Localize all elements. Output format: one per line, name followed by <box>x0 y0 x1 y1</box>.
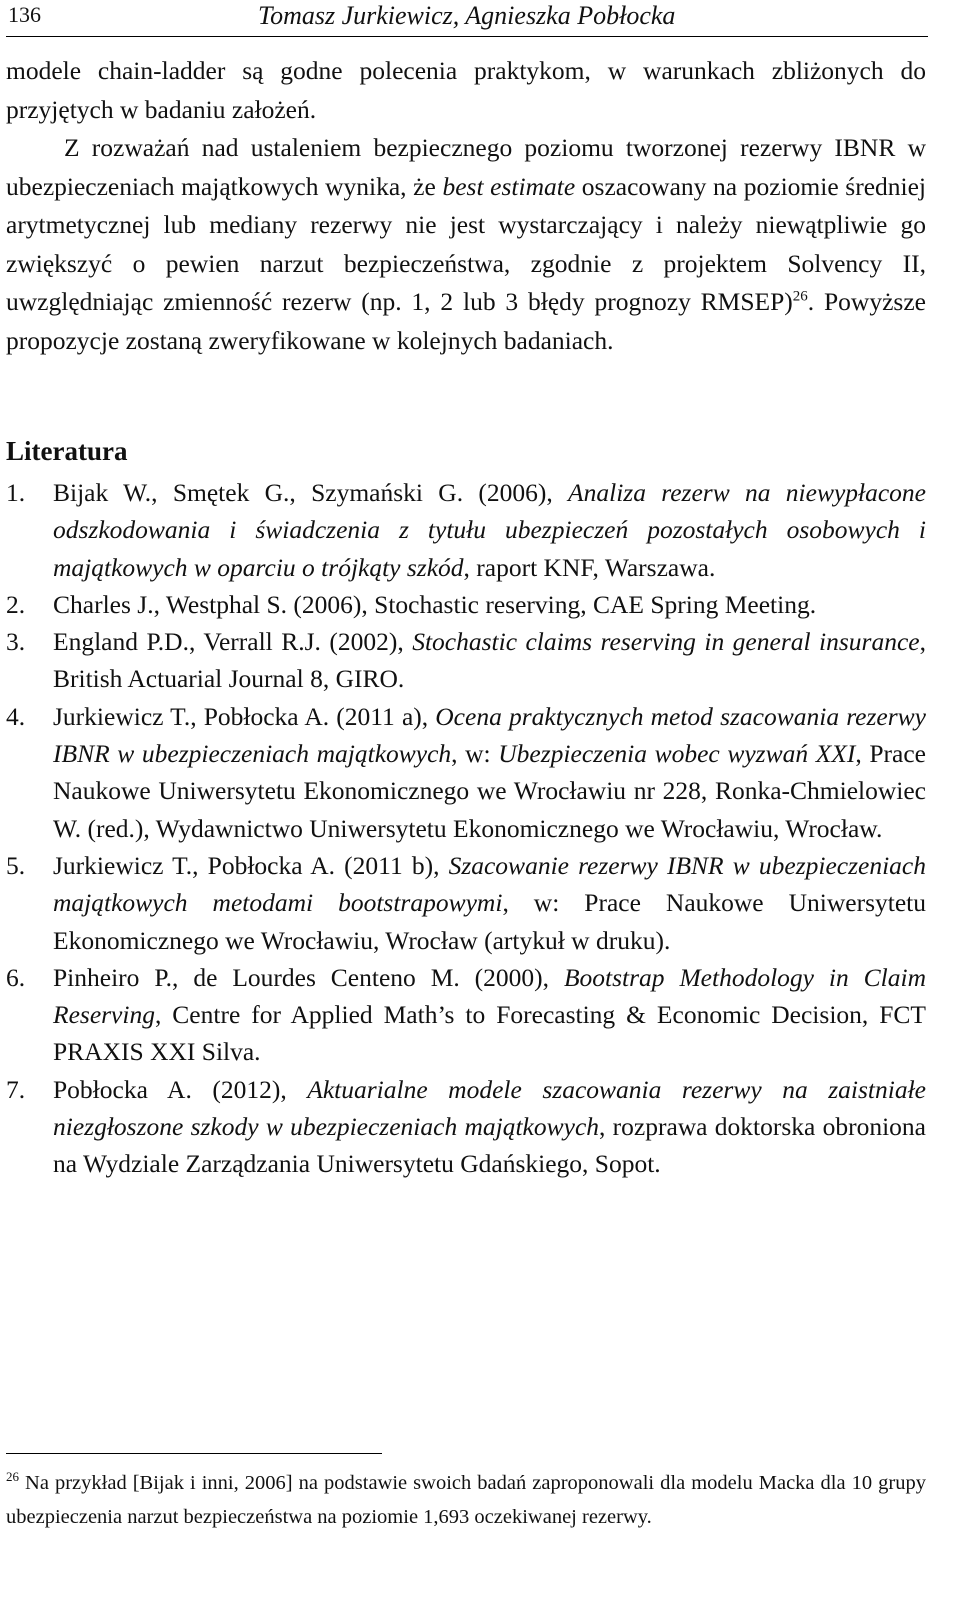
footnote-text: Na przykład [Bijak i inni, 2006] na podstawie swoich badań zaproponowali dla modelu Macka dla 10 grupy ubezpieczenia narzut bezpieczeństwa na poziomie 1,693 oczekiwanej rezerwy. <box>6 1472 926 1528</box>
paragraph <box>6 129 926 360</box>
page-number: 136 <box>8 2 41 27</box>
reference-text: , w: Prace Naukowe Uniwersytetu Ekonomicznego we Wrocławiu, Wrocław (artykuł w druku). <box>53 888 926 955</box>
footnote <box>6 1467 926 1534</box>
reference-text: , rozprawa doktorska obroniona na Wydziale Zarządzania Uniwersytetu Gdańskiego, Sopot. <box>53 1112 926 1179</box>
reference-item <box>6 698 926 847</box>
reference-item <box>6 1071 926 1183</box>
reference-number: 4. <box>6 701 26 731</box>
reference-number: 1. <box>6 478 26 507</box>
reference-title: Szacowanie rezerwy IBNR w ubezpieczeniach majątkowych metodami bootstrapowymi <box>53 850 926 918</box>
running-title: Tomasz Jurkiewicz, Agnieszka Pobłocka <box>258 1 676 30</box>
reference-text: , Prace Naukowe Uniwersytetu Ekonomicznego we Wrocławiu nr 228, Ronka-Chmielowiec W. (red.), Wydawnictwo Uniwersytetu Ekonomicznego we Wrocławiu, Wrocław. <box>53 739 926 843</box>
reference-title: Stochastic claims reserving in general insurance <box>412 627 920 657</box>
section-heading: Literatura <box>6 436 128 466</box>
text-run: . Powyższe propozycje zostaną zweryfikowane w kolejnych badaniach. <box>6 287 926 355</box>
reference-text: , Centre for Applied Math’s to Forecasting & Economic Decision, FCT PRAXIS XXI Silva. <box>53 1000 926 1067</box>
reference-item <box>6 847 926 959</box>
footnote-separator <box>6 1453 382 1454</box>
reference-item <box>6 623 926 698</box>
reference-item <box>6 474 926 586</box>
reference-item <box>6 586 926 623</box>
reference-text: , w: <box>451 739 499 769</box>
reference-number: 6. <box>6 962 26 992</box>
reference-item <box>6 959 926 1071</box>
reference-text: Pobłocka A. (2012), <box>53 1074 308 1104</box>
page-header <box>6 0 928 37</box>
reference-text: Jurkiewicz T., Pobłocka A. (2011 a), <box>53 701 436 731</box>
reference-text: , raport KNF, Warszawa. <box>463 552 716 582</box>
reference-list <box>6 474 926 1183</box>
reference-title: Analiza rezerw na niewypłacone odszkodowania i świadczenia z tytułu ubezpieczeń pozostałych osobowych i majątkowych w oparciu o trójkąty szkód <box>53 478 926 582</box>
reference-number: 5. <box>6 850 26 880</box>
reference-text: Bijak W., Smętek G., Szymański G. (2006), <box>53 478 569 507</box>
reference-text: Pinheiro P., de Lourdes Centeno M. (2000), <box>53 962 564 992</box>
reference-title: Bootstrap Methodology in Claim Reserving <box>53 962 926 1030</box>
text-run: Z rozważań nad ustaleniem bezpiecznego poziomu tworzonej rezerwy IBNR w ubezpieczeniach majątkowych wynika, że <box>6 133 926 201</box>
reference-text: England P.D., Verrall R.J. (2002), <box>53 627 413 657</box>
reference-title: Aktuarialne modele szacowania rezerwy na zaistniałe niezgłoszone szkody w ubezpieczeniach majątkowych <box>53 1074 926 1142</box>
footnote-reference[interactable]: 26 <box>792 288 808 305</box>
body-text <box>6 52 926 360</box>
reference-number: 3. <box>6 627 26 657</box>
paragraph: modele chain-ladder są godne polecenia praktykom, w warunkach zbliżonych do przyjętych w badaniu założeń. <box>6 56 926 124</box>
reference-text: Charles J., Westphal S. (2006), Stochastic reserving, CAE Spring Meeting. <box>53 589 817 619</box>
reference-number: 7. <box>6 1074 26 1104</box>
reference-title: Ubezpieczenia wobec wyzwań XXI <box>498 739 856 769</box>
reference-text: Jurkiewicz T., Pobłocka A. (2011 b), <box>53 850 449 880</box>
reference-text: , British Actuarial Journal 8, GIRO. <box>53 627 926 694</box>
reference-number: 2. <box>6 589 26 619</box>
reference-title: Ocena praktycznych metod szacowania rezerwy IBNR w ubezpieczeniach majątkowych <box>53 701 926 769</box>
text-run: oszacowany na poziomie średniej arytmetycznej lub mediany rezerwy nie jest wystarczający i należy niewątpliwie go zwiększyć o pewien narzut bezpieczeństwa, zgodnie z projektem Solvency II, uwzględniając zmienność rezerw (np. 1, 2 lub 3 błędy prognozy RMSEP) <box>6 171 927 316</box>
footnote-marker: 26 <box>6 1469 19 1485</box>
italic-term: best estimate <box>442 171 576 201</box>
